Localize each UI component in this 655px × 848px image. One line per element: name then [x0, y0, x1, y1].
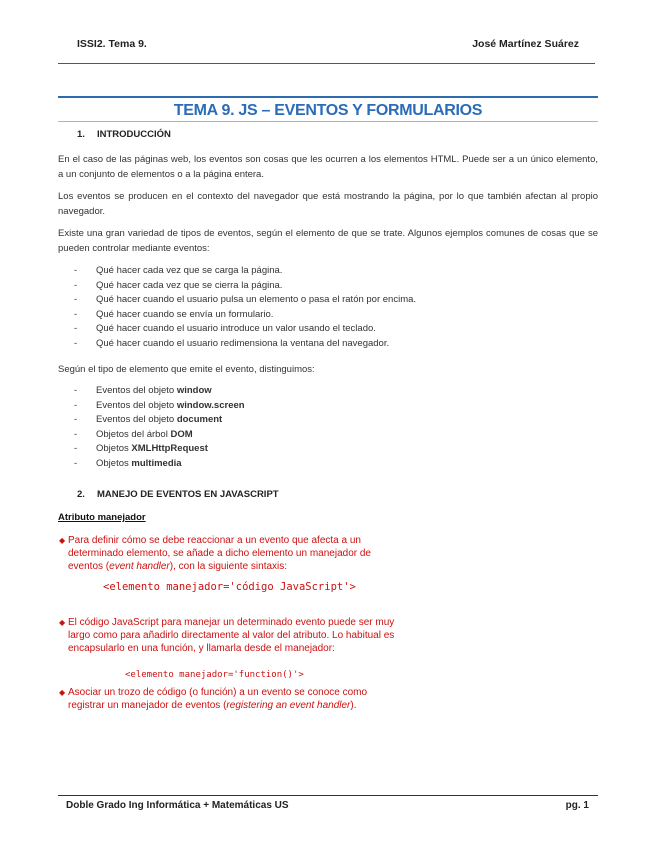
section-heading-1: [77, 129, 171, 140]
header-divider: [58, 63, 595, 64]
diamond-bullet-icon: ◆: [59, 618, 66, 627]
header-left: ISSI2. Tema 9.: [77, 38, 147, 50]
bullet-2: ◆ El código JavaScript para manejar un determinado evento puede ser muy largo como para añadirlo directamente al valor del atributo. Lo habitual es encapsularlo en una función, y llamarla desde el manejador:: [59, 617, 395, 654]
list-item: - Eventos del objeto window: [74, 385, 212, 396]
title-top-rule: [58, 96, 598, 98]
list-item: - Qué hacer cada vez que se cierra la página.: [74, 279, 283, 291]
event-examples-list: [74, 264, 416, 351]
section-number: 2.: [77, 489, 85, 500]
bullet-3: ◆ Asociar un trozo de código (o función) a un evento se conoce como registrar un manejador de eventos (registering an event handler).: [59, 687, 368, 711]
list-item: - Qué hacer cada vez que se carga la página.: [74, 265, 283, 276]
title-bottom-rule: [58, 121, 598, 122]
list-item: - Qué hacer cuando el usuario introduce un valor usando el teclado.: [74, 323, 376, 334]
list-item: - Objetos XMLHttpRequest: [74, 443, 208, 454]
diamond-bullet-icon: ◆: [59, 536, 66, 545]
list-item: - Eventos del objeto document: [74, 414, 223, 425]
paragraph-2: Los eventos se producen en el contexto del navegador que está mostrando la página, por lo que también afectan al propio navegador.: [58, 191, 598, 217]
section-number: 1.: [77, 129, 85, 140]
list-item: - Objetos del árbol DOM: [74, 428, 193, 440]
list-item: - Qué hacer cuando se envía un formulario.: [74, 308, 274, 320]
list-item: - Objetos multimedia: [74, 457, 182, 469]
paragraph-3: Existe una gran variedad de tipos de eventos, según el elemento de que se trate. Algunos ejemplos comunes de cosas que se pueden controlar mediante eventos:: [58, 228, 598, 254]
page-title: TEMA 9. JS – EVENTOS Y FORMULARIOS: [173, 102, 483, 119]
footer-left: Doble Grado Ing Informática + Matemáticas US: [66, 800, 289, 811]
paragraph-1: En el caso de las páginas web, los eventos son cosas que les ocurren a los elementos HTML. Puede ser a un único elemento, a un conjunto de elementos o a la página entera.: [58, 154, 598, 180]
subheading: Atributo manejador: [58, 512, 146, 523]
section-title: INTRODUCCIÓN: [97, 129, 171, 140]
code-example-1: <elemento manejador='código JavaScript'>: [103, 581, 356, 593]
list-item: - Qué hacer cuando el usuario pulsa un elemento o pasa el ratón por encima.: [74, 294, 417, 305]
diamond-bullet-icon: ◆: [59, 688, 66, 697]
code-example-2: <elemento manejador='function()'>: [125, 670, 304, 680]
bullet-1: ◆ Para definir cómo se debe reaccionar a un evento que afecta a un determinado elemento, se añade a dicho elemento un manejador de eventos (event handler), con la siguiente sintaxis:: [59, 535, 371, 572]
paragraph-4: Según el tipo de elemento que emite el evento, distinguimos:: [58, 364, 315, 375]
header-right: José Martínez Suárez: [472, 38, 579, 50]
event-sources-list: [74, 384, 245, 471]
section-title: MANEJO DE EVENTOS EN JAVASCRIPT: [97, 489, 279, 500]
section-heading-2: [77, 489, 279, 500]
list-item: - Qué hacer cuando el usuario redimensiona la ventana del navegador.: [74, 337, 390, 349]
footer-divider: [58, 795, 598, 796]
list-item: - Eventos del objeto window.screen: [74, 399, 245, 411]
page-number: pg. 1: [565, 800, 589, 811]
